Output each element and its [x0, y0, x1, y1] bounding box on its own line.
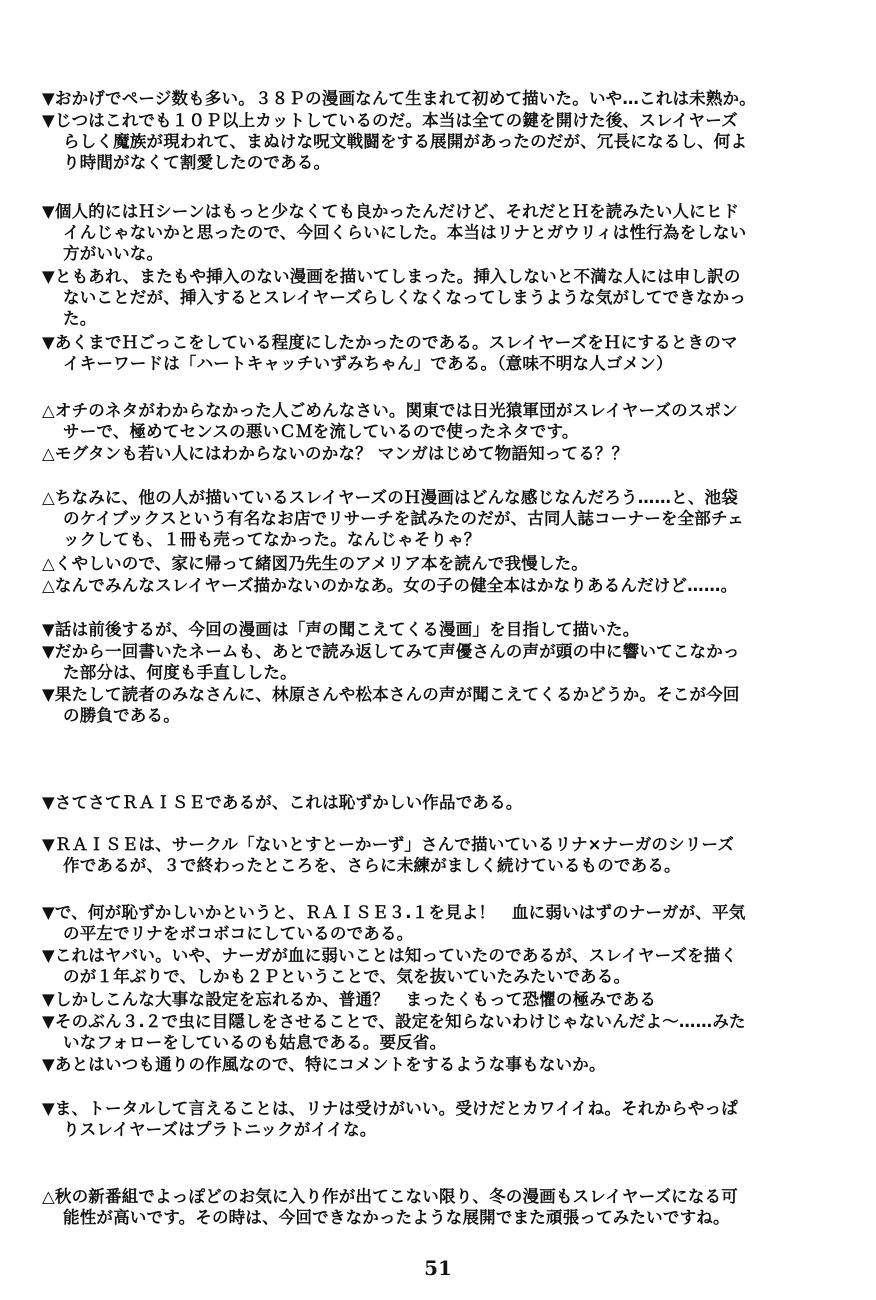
text-line: ▼話は前後するが、今回の漫画は「声の聞こえてくる漫画」を目指して描いた。	[42, 620, 640, 639]
text-line: いなフォローをしているのも姑息である。要反省。	[63, 1033, 447, 1052]
paragraph-10	[42, 575, 832, 596]
paragraph-9	[42, 553, 832, 574]
paragraph-22	[42, 1186, 832, 1228]
paragraph-18	[42, 989, 832, 1010]
paragraph-14	[42, 792, 832, 813]
text-line: ▼ま、トータルして言えることは、リナは受けがいい。受けだとカワイイね。それからやっぱ	[42, 1099, 738, 1118]
paragraph-13	[42, 684, 832, 726]
text-line: ▼あくまでＨごっこをしている程度にしたかったのである。スレイヤーズをＨにするときのマ	[42, 333, 738, 352]
paragraph-1	[42, 88, 832, 109]
paragraph-19	[42, 1011, 832, 1053]
text-line: △くやしいので、家に帰って緒図乃先生のアメリア本を読んで我慢した。	[42, 554, 588, 573]
text-line: りスレイヤーズはプラトニックがイイな。	[63, 1120, 377, 1139]
text-line: ▼個人的にはＨシーンはもっと少なくても良かったんだけど、それだとＨを読みたい人にヒド	[42, 202, 740, 221]
text-line: た。	[63, 309, 97, 328]
paragraph-3	[42, 201, 832, 264]
text-line: イキーワードは「ハートキャッチいずみちゃん」である。（意味不明な人ゴメン）	[63, 354, 673, 373]
text-line: た部分は、何度も手直しした。	[63, 663, 297, 682]
page-number: 51	[424, 1256, 452, 1280]
text-line: 能性が高いです。その時は、今回できなかったような展開でまた頑張ってみたいですね。	[63, 1208, 730, 1227]
text-line: の勝負である。	[63, 706, 180, 725]
paragraph-7	[42, 443, 832, 464]
paragraph-4	[42, 266, 832, 329]
text-line: ▼で、何が恥ずかしいかというと、ＲＡＩＳＥ３.１を見よ！ 血に弱いはずのナーガが、平気	[42, 903, 746, 922]
text-line: ▼しかしこんな大事な設定を忘れるか、普通？ まったくもって恐懼の極みである	[42, 990, 657, 1009]
paragraph-11	[42, 619, 832, 640]
text-line: ▼これはヤバい。いや、ナーガが血に弱いことは知っていたのであるが、スレイヤーズを描く	[42, 946, 738, 965]
text-line: ▼さてさてＲＡＩＳＥであるが、これは恥ずかしい作品である。	[42, 793, 523, 812]
text-line: 方がいいな。	[63, 244, 164, 263]
text-line: のケイブックスという有名なお店でリサーチを試みたのだが、古同人誌コーナーを全部チェ	[63, 509, 744, 528]
text-line: ないことだが、挿入するとスレイヤーズらしくなくなってしまうような気がしてできなかっ	[63, 288, 747, 307]
text-line: △モグタンも若い人にはわからないのかな？ マンガはじめて物語知ってる？？	[42, 444, 629, 463]
text-line: ▼果たして読者のみなさんに、林原さんや松本さんの声が聞こえてくるかどうか。そこが今回	[42, 685, 740, 704]
paragraph-16	[42, 902, 832, 944]
text-line: り時間がなくて割愛したのである。	[63, 153, 331, 172]
text-line: のが１年ぶりで、しかも２Ｐということで、気を抜いていたみたいである。	[63, 967, 631, 986]
paragraph-12	[42, 641, 832, 683]
paragraph-5	[42, 332, 832, 374]
text-line: ▼ともあれ、またもや挿入のない漫画を描いてしまった。挿入しないと不満な人には申し訳の	[42, 267, 741, 286]
text-line: ▼だから一回書いたネームも、あとで読み返してみて声優さんの声が頭の中に響いてこなかっ	[42, 642, 740, 661]
paragraph-8	[42, 487, 832, 550]
text-line: ▼そのぶん３.２で虫に目隠しをさせることで、設定を知らないわけじゃないんだよ～……みた	[42, 1012, 746, 1031]
text-line: △ちなみに、他の人が描いているスレイヤーズのＨ漫画はどんな感じなんだろう……と、池袋	[42, 488, 738, 507]
paragraph-21	[42, 1098, 832, 1140]
text-line: △オチのネタがわからなかった人ごめんなさい。関東では日光猿軍団がスレイヤーズのスポン	[42, 401, 738, 420]
paragraph-17	[42, 945, 832, 987]
text-line: ックしても、１冊も売ってなかった。なんじゃそりゃ？	[63, 530, 481, 549]
text-line: ▼おかげでページ数も多い。３８Ｐの漫画なんて生まれて初めて描いた。いや…これは未熟か。	[42, 89, 756, 108]
paragraph-2	[42, 110, 832, 173]
text-line: ▼ＲＡＩＳＥは、サークル「ないとすとーかーず」さんで描いているリナ×ナーガのシリーズ	[42, 835, 735, 854]
text-line: △秋の新番組でよっぽどのお気に入り作が出てこない限り、冬の漫画もスレイヤーズになる可	[42, 1187, 738, 1206]
paragraph-20	[42, 1054, 832, 1075]
text-line: の平左でリナをボコボコにしているのである。	[63, 924, 414, 943]
text-line: ▼じつはこれでも１０Ｐ以上カットしているのだ。本当は全ての鍵を開けた後、スレイヤーズ	[42, 111, 738, 130]
paragraph-15	[42, 834, 832, 876]
text-line: サーで、極めてセンスの悪いＣＭを流しているので使ったネタです。	[63, 422, 579, 441]
text-line: 作であるが、３で終わったところを、さらに未練がましく続けているものである。	[63, 856, 681, 875]
text-line: イんじゃないかと思ったので、今回くらいにした。本当はリナとガウリィは性行為をしない	[63, 223, 747, 242]
text-line: △なんでみんなスレイヤーズ描かないのかなあ。女の子の健全本はかなりあるんだけど……。	[42, 576, 738, 595]
paragraph-6	[42, 400, 832, 442]
text-line: らしく魔族が現われて、まぬけな呪文戦闘をする展開があったのだが、冗長になるし、何よ	[63, 132, 748, 151]
text-line: ▼あとはいつも通りの作風なので、特にコメントをするような事もないか。	[42, 1055, 606, 1074]
